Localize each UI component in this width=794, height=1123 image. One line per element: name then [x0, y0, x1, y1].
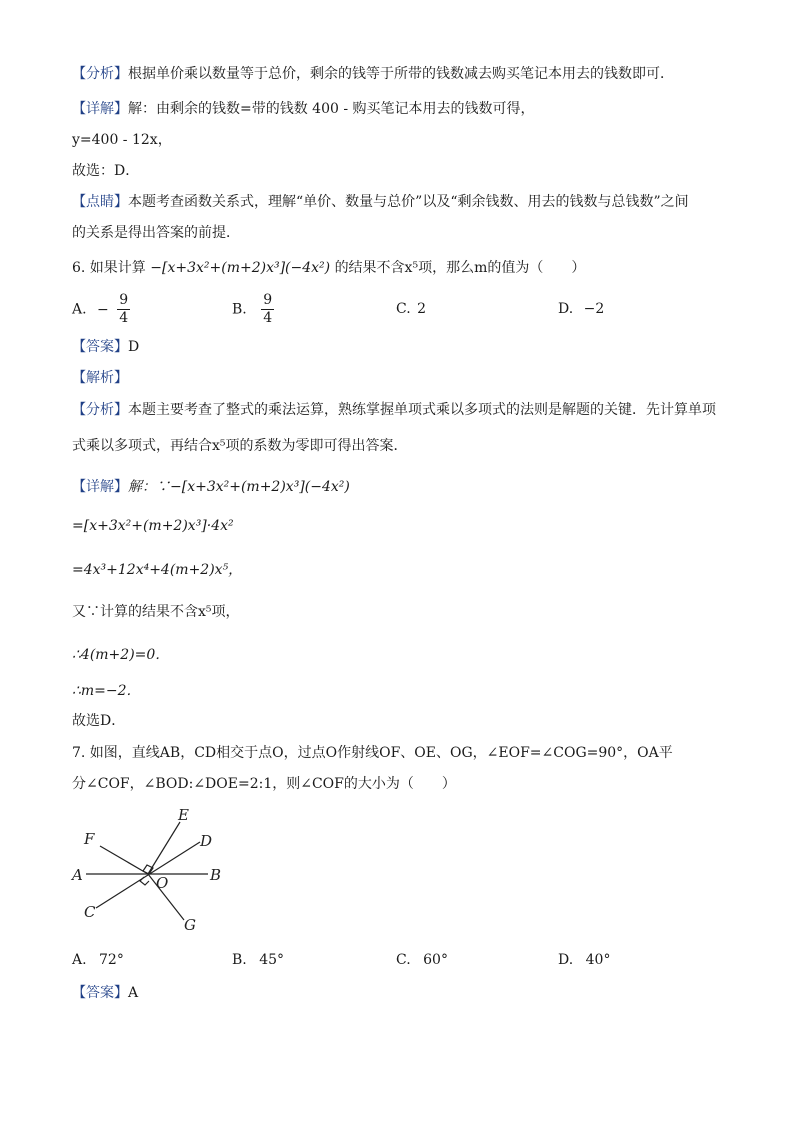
detail-tag: 【详解】 — [72, 479, 128, 495]
q6-option-a: A. − $\frac{9}{4}$ — [72, 292, 129, 326]
q6-stem-expression: −[x+3x²+(m+2)x³](−4x²) — [150, 260, 331, 276]
analysis-tag: 【分析】 — [72, 402, 128, 418]
q6-detail-2: =[x+3x²+(m+2)x³]·4x² — [72, 518, 234, 534]
right-angle-mark — [140, 877, 149, 885]
label-a: A — [72, 866, 83, 884]
q6-jiexi — [72, 368, 128, 388]
jiexi-tag: 【解析】 — [72, 370, 128, 386]
q6-option-c: C. 2 — [396, 301, 427, 317]
ray-of — [100, 846, 148, 874]
q7-option-b: B. 45° — [232, 952, 285, 968]
fraction: $\frac{9}{4}$ — [119, 292, 129, 326]
comment-text-1: 本题考查函数关系式，理解“单价、数量与总价”以及“剩余钱数、用去的钱数与总钱数”之间 — [128, 194, 689, 210]
q6-stem-prefix: 6. 如果计算 — [72, 260, 146, 276]
q6-analysis-2: 式乘以多项式，再结合x⁵项的系数为零即可得出答案． — [72, 438, 408, 454]
q7-option-a: A. 72° — [72, 952, 124, 968]
q6-detail-5: ∴4(m+2)=0． — [72, 647, 170, 663]
q7-stem-line-1: 7. 如图，直线AB，CD相交于点O，过点O作射线OF、OE、OG，∠EOF=∠COG=90°，OA平 — [72, 745, 673, 761]
label-c: C — [84, 903, 96, 921]
answer-tag: 【答案】 — [72, 339, 128, 355]
label-o: O — [156, 874, 169, 892]
answer-value: A — [128, 985, 139, 1001]
q6-choose: 故选D． — [72, 713, 126, 729]
q7-option-c: C. 60° — [396, 952, 448, 968]
q6-option-b: B. $\frac{9}{4}$ — [232, 292, 273, 326]
comment-tag: 【点睛】 — [72, 194, 128, 210]
q6-answer — [72, 337, 139, 357]
ray-oe — [148, 822, 180, 874]
q6-detail-6: ∴m=−2． — [72, 683, 141, 699]
q7-answer — [72, 983, 138, 1003]
fraction: $\frac{9}{4}$ — [263, 292, 273, 326]
q6-option-d: D. −2 — [558, 301, 605, 317]
detail-line — [72, 99, 535, 119]
label-e: E — [178, 806, 189, 824]
choose-line: 故选：D． — [72, 163, 140, 179]
q6-analysis-1: 【分析】本题主要考查了整式的乘法运算，熟练掌握单项式乘以多项式的法则是解题的关键．先计算单项 — [72, 402, 716, 418]
analysis-tag: 【分析】 — [72, 66, 128, 82]
line-cd — [96, 842, 200, 908]
geometry-figure — [66, 800, 236, 940]
comment-line-1 — [72, 192, 689, 212]
analysis-line — [72, 64, 674, 84]
detail-tag: 【详解】 — [72, 101, 128, 117]
analysis-text: 根据单价乘以数量等于总价，剩余的钱等于所带的钱数减去购买笔记本用去的钱数即可． — [128, 66, 674, 82]
answer-value: D — [128, 339, 140, 355]
label-b: B — [210, 866, 222, 884]
q7-option-d: D. 40° — [558, 952, 611, 968]
comment-line-2: 的关系是得出答案的前提． — [72, 225, 240, 241]
q7-stem-line-2: 分∠COF，∠BOD:∠DOE=2:1，则∠COF的大小为（ ） — [72, 776, 456, 792]
detail-text: 解：由剩余的钱数=带的钱数 400 - 购买笔记本用去的钱数可得， — [128, 101, 535, 117]
q6-stem — [72, 258, 585, 278]
label-f: F — [84, 830, 95, 848]
q6-detail-3: =4x³+12x⁴+4(m+2)x⁵， — [72, 562, 243, 578]
q6-detail-4: 又∵计算的结果不含x⁵项， — [72, 604, 240, 620]
label-d: D — [200, 832, 213, 850]
formula-line: y=400 - 12x， — [72, 132, 172, 148]
label-g: G — [184, 916, 196, 934]
q6-detail-1: 【详解】解：∵−[x+3x²+(m+2)x³](−4x²) — [72, 479, 350, 495]
q6-stem-suffix: 的结果不含x⁵项，那么m的值为（ ） — [334, 260, 586, 276]
answer-tag: 【答案】 — [72, 985, 128, 1001]
